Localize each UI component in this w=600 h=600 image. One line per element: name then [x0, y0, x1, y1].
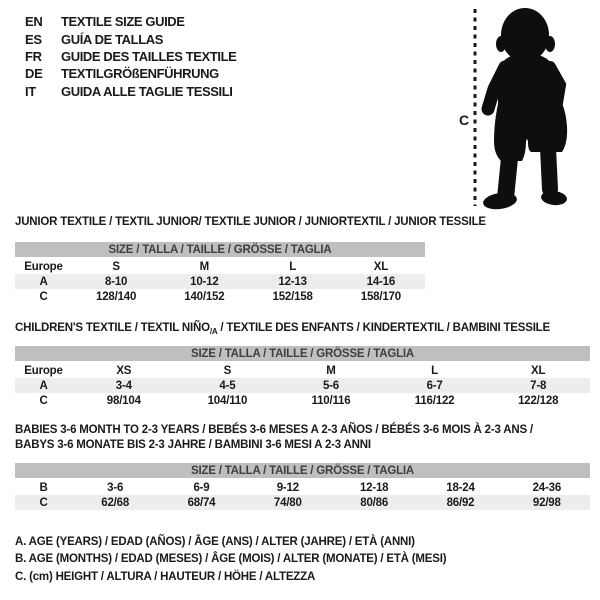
language-row-de: [25, 65, 236, 82]
table-row: [15, 362, 590, 378]
size-header-bar: SIZE / TALLA / TAILLE / GRÖSSE / TAGLIA: [15, 463, 590, 479]
table-row: [15, 495, 590, 510]
table-cell: XL: [373, 260, 389, 273]
size-header-bar: SIZE / TALLA / TAILLE / GRÖSSE / TAGLIA: [15, 242, 425, 258]
language-code: ES: [25, 31, 42, 47]
language-title: GUIDE DES TAILLES TEXTILE: [61, 48, 237, 64]
table-cell: 4-5: [176, 378, 280, 393]
table-row: [15, 274, 425, 289]
table-cell: 12-18: [359, 481, 389, 494]
table-cell: 68/74: [158, 495, 244, 510]
table-cell: XL: [531, 364, 546, 377]
table-cell: 92/98: [504, 495, 590, 510]
table-cell: 110/116: [311, 394, 351, 407]
table-row: [15, 289, 425, 304]
table-cell: 6-9: [193, 481, 210, 494]
row-label: Europe: [24, 364, 63, 377]
language-row-it: [25, 83, 236, 100]
children-table-title: [15, 321, 550, 339]
legend-footnotes: [15, 534, 446, 586]
children-size-table: [15, 346, 590, 408]
table-row: [15, 378, 590, 393]
row-label: A: [15, 274, 72, 289]
babies-table-title: [15, 423, 533, 453]
table-title-segment: BABYS 3-6 MONATE BIS 2-3 JAHRE / BAMBINI 3-6 MESI A 2-3 ANNI: [15, 439, 371, 451]
language-code: FR: [25, 48, 42, 64]
table-title-segment: JUNIOR TEXTILE / TEXTIL JUNIOR/ TEXTILE JUNIOR / JUNIORTEXTIL / JUNIOR TESSILE: [15, 216, 486, 228]
language-code: DE: [25, 66, 43, 82]
row-label: C: [39, 394, 48, 407]
row-label: Europe: [24, 260, 63, 273]
row-label: C: [39, 290, 48, 303]
table-cell: L: [289, 260, 297, 273]
table-cell: 3-4: [72, 378, 176, 393]
height-label: C: [459, 112, 470, 128]
language-row-en: [25, 13, 236, 30]
table-cell: 98/104: [106, 394, 141, 407]
table-title-segment: BABIES 3-6 MONTH TO 2-3 YEARS / BEBÉS 3-6 MESES A 2-3 AÑOS / BÉBÉS 3-6 MOIS À 2-3 ANS /: [15, 424, 533, 436]
table-row: [15, 258, 425, 274]
table-cell: 152/158: [272, 290, 313, 303]
table-cell: 10-12: [160, 274, 248, 289]
language-title: TEXTILE SIZE GUIDE: [61, 14, 185, 30]
table-cell: 80/86: [331, 495, 417, 510]
table-cell: 74/80: [245, 495, 331, 510]
table-cell: M: [199, 260, 210, 273]
table-cell: XS: [116, 364, 132, 377]
table-cell: 104/110: [207, 394, 248, 407]
table-cell: 14-16: [337, 274, 425, 289]
size-header-bar: SIZE / TALLA / TAILLE / GRÖSSE / TAGLIA: [15, 346, 590, 362]
table-cell: 158/170: [360, 290, 401, 303]
footnote-age-years: A. AGE (YEARS) / EDAD (AÑOS) / ÂGE (ANS) / ALTER (JAHRE) / ETÀ (ANNI): [15, 536, 415, 548]
language-code: EN: [25, 14, 43, 30]
table-cell: M: [326, 364, 336, 377]
babies-size-table: [15, 463, 590, 510]
baby-silhouette: [482, 8, 568, 211]
language-row-es: [25, 30, 236, 47]
table-cell: 3-6: [107, 481, 124, 494]
footnote-age-months: B. AGE (MONTHS) / EDAD (MESES) / ÂGE (MOIS) / ALTER (MONATE) / ETÀ (MESI): [15, 553, 447, 566]
table-row: [15, 479, 590, 495]
table-cell: 12-13: [249, 274, 337, 289]
footnote-height: C. (cm) HEIGHT / ALTURA / HAUTEUR / HÖHE / ALTEZZA: [15, 570, 316, 583]
table-cell: L: [431, 364, 438, 377]
table-cell: 18-24: [446, 481, 475, 494]
language-header: [25, 13, 236, 100]
table-cell: 116/122: [414, 394, 455, 407]
table-cell: 122/128: [518, 394, 559, 407]
table-cell: 140/152: [184, 290, 225, 303]
junior-table-title: [15, 215, 486, 230]
table-cell: 24-36: [532, 481, 562, 494]
table-row: [15, 393, 590, 408]
table-title-segment: CHILDREN'S TEXTILE / TEXTIL NIÑO: [15, 322, 210, 334]
language-title: TEXTILGRÖßENFÜHRUNG: [61, 66, 219, 82]
table-cell: 86/92: [417, 495, 503, 510]
table-cell: 9-12: [276, 481, 299, 494]
junior-size-table: [15, 242, 425, 304]
table-cell: 7-8: [486, 378, 590, 393]
table-cell: 6-7: [383, 378, 487, 393]
language-code: IT: [25, 83, 36, 99]
table-cell: S: [223, 364, 232, 377]
table-cell: 128/140: [96, 290, 137, 303]
row-label: B: [39, 481, 48, 494]
language-row-fr: [25, 48, 236, 65]
baby-height-figure: [445, 3, 597, 215]
table-cell: 8-10: [72, 274, 160, 289]
table-cell: 62/68: [72, 495, 158, 510]
table-cell: 5-6: [279, 378, 383, 393]
language-title: GUIDA ALLE TAGLIE TESSILI: [61, 83, 233, 99]
table-title-segment: /A: [209, 327, 218, 336]
language-title: GUÍA DE TALLAS: [61, 31, 164, 47]
table-cell: S: [112, 260, 120, 273]
row-label: C: [15, 495, 72, 510]
table-title-segment: / TEXTILE DES ENFANTS / KINDERTEXTIL / BAMBINI TESSILE: [217, 322, 550, 334]
row-label: A: [15, 378, 72, 393]
